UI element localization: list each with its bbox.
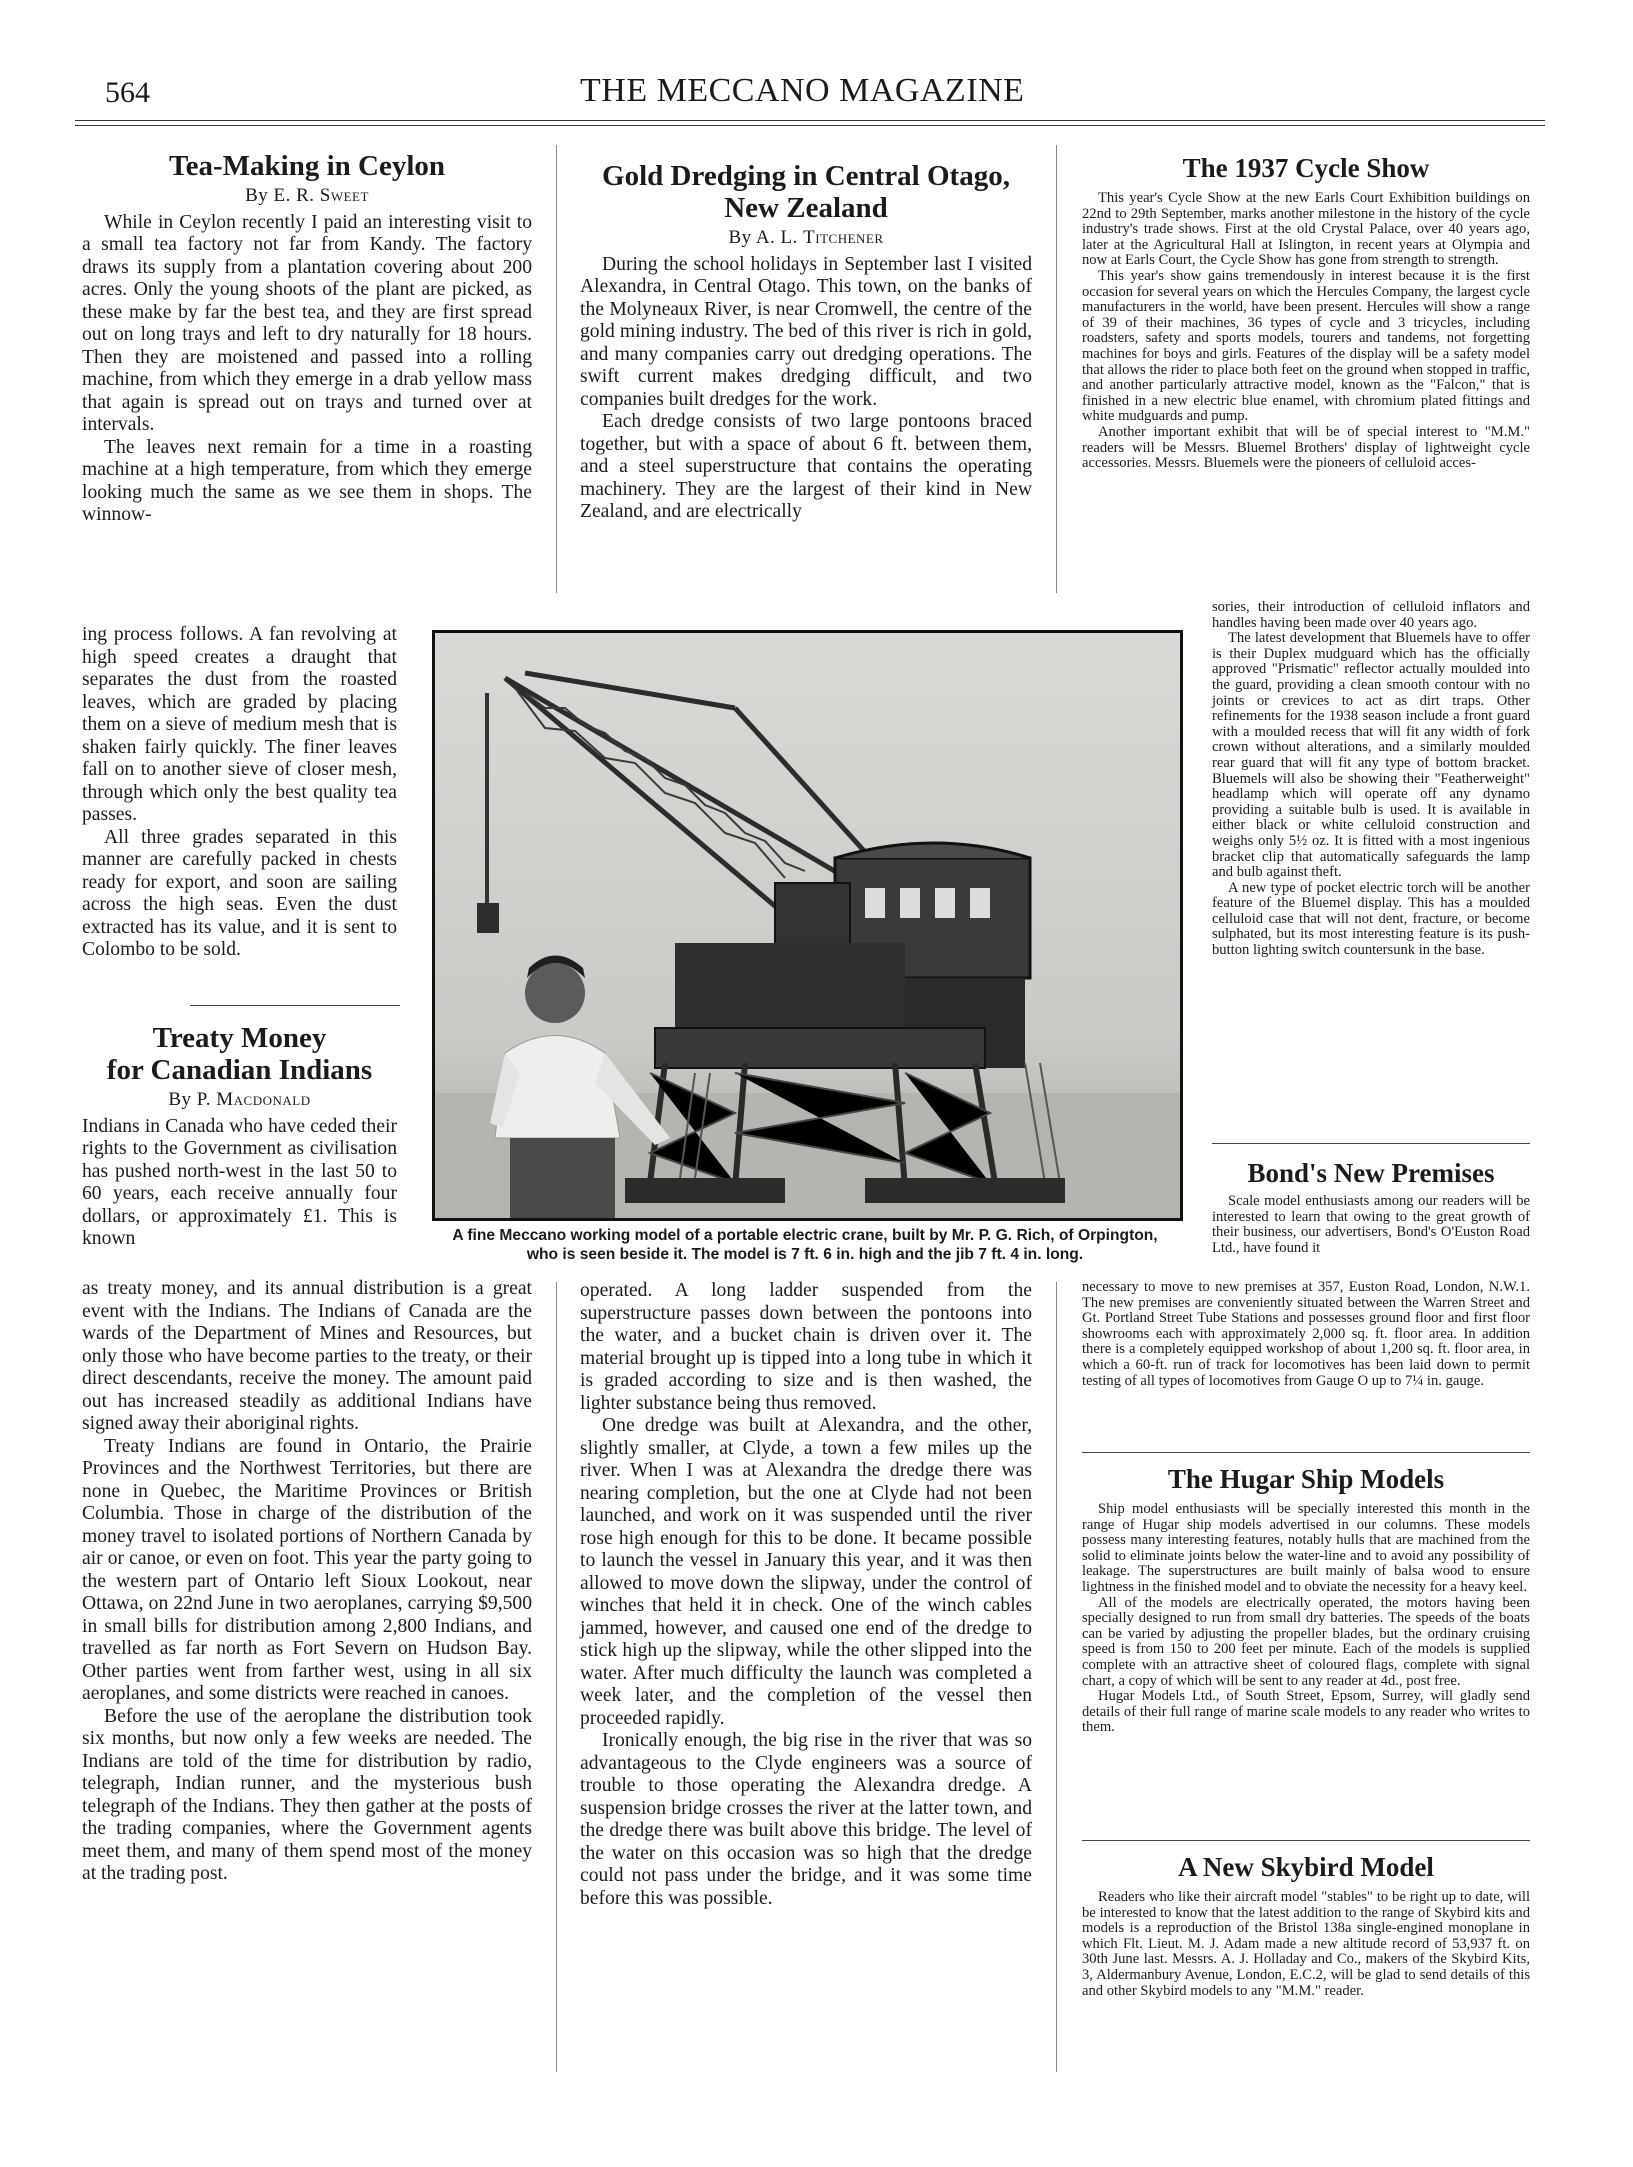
paragraph: Scale model enthusiasts among our readers will be interested to learn that owing to the great growth of their business, our advertisers, Bond's O'Euston Road Ltd., have found it <box>1212 1193 1530 1256</box>
article-title-line2: New Zealand <box>724 192 888 224</box>
article-cycle-show-continued <box>1212 600 1530 959</box>
article-skybird-model <box>1082 1852 1530 1999</box>
article-title: Treaty Money <box>152 1022 327 1054</box>
article-tea-making-continued <box>82 624 397 962</box>
column-divider <box>1056 145 1057 593</box>
paragraph: necessary to move to new premises at 357, Euston Road, London, N.W.1. The new premises are conveniently situated between the Warren Street and Gt. Portland Street Tube Stations and possesses ground floor and first floor showrooms each with approximately 2,000 sq. ft. floor area. In addition there is a completely equipped workshop of about 1,200 sq. ft. floor area, in which a 60-ft. run of track for locomotives has been laid down to permit testing of all types of locomotives from Gauge O up to 7¼ in. gauge. <box>1082 1279 1530 1389</box>
paragraph: Treaty Indians are found in Ontario, the Prairie Provinces and the Northwest Territories, but there are none in Quebec, the Maritime Provinces or British Columbia. Those in charge of the distribution of the money travel to isolated portions of Northern Canada by air or canoe, or even on foot. This year the party going to the western part of Ontario left Sioux Lookout, near Ottawa, on 22nd June in two aeroplanes, carrying $9,500 in small bills for distribution among 2,800 Indians, and travelled as far north as Fort Severn on Hudson Bay. Other parties went from farther west, using in all six aeroplanes, and some districts were reached in canoes. <box>82 1435 532 1704</box>
paragraph: All three grades separated in this manner are carefully packed in chests ready for export, and soon are sailing across the high seas. Even the dust extracted has its value, and it is sent to Colombo to be sold. <box>82 826 397 960</box>
article-separator <box>1082 1840 1530 1841</box>
photo-caption <box>410 1226 1200 1264</box>
magazine-title: THE MECCANO MAGAZINE <box>580 72 1025 109</box>
article-title: A New Skybird Model <box>1178 1852 1434 1882</box>
header-rule-2 <box>75 125 1545 126</box>
article-separator <box>190 1005 400 1006</box>
article-title: The Hugar Ship Models <box>1167 1464 1445 1494</box>
article-hugar-ship-models <box>1082 1464 1530 1736</box>
crane-photograph <box>432 630 1183 1221</box>
article-separator <box>1082 1452 1530 1453</box>
article-gold-dredging <box>580 160 1032 524</box>
paragraph: ing process follows. A fan revolving at high speed creates a draught that separates the dust from the roasted leaves, which are graded by placing them on a sieve of medium mesh that is shaken fairly quickly. The finer leaves fall on to another sieve of closer mesh, through which only the best quality tea passes. <box>82 624 397 825</box>
paragraph: Each dredge consists of two large pontoons braced together, but with a space of about 6 ft. between them, and a steel superstructure that contains the operating machinery. They are the largest of their kind in New Zealand, and are electrically <box>580 411 1032 522</box>
article-title: Gold Dredging in Central Otago, <box>602 160 1010 192</box>
article-treaty-money <box>82 1022 397 1251</box>
paragraph: Ship model enthusiasts will be specially interested this month in the range of Hugar ship models advertised in our columns. These models possess many interesting features, notably hulls that are machined from the solid to eliminate joints below the water-line and to avoid any possibility of leakage. The superstructures are built mainly of balsa wood to ensure lightness in the finished model and to obviate the necessity for a heavy keel. <box>1082 1501 1530 1595</box>
article-bonds-premises <box>1212 1158 1530 1256</box>
article-gold-dredging-continued <box>580 1280 1032 1910</box>
article-treaty-money-continued <box>82 1278 532 1886</box>
paragraph: sories, their introduction of celluloid inflators and handles having been made over 40 years ago. <box>1212 599 1530 631</box>
paragraph: as treaty money, and its annual distribution is a great event with the Indians. The Indians of Canada are the wards of the Department of Mines and Resources, but only those who have become parties to the treaty, or their direct descendants, receive the money. The amount paid out has increased steadily as additional Indians have signed away their aboriginal rights. <box>82 1278 532 1434</box>
paragraph: Ironically enough, the big rise in the river that was so advantageous to the Clyde engineers was a source of trouble to those operating the Alexandra dredge. A suspension bridge crosses the river at the latter town, and the dredge there was built above this bridge. The level of the water on this occasion was so high that the dredge could not pass under the bridge, and it was some time before this was possible. <box>580 1730 1032 1909</box>
article-title: Bond's New Premises <box>1247 1158 1495 1188</box>
paragraph: Hugar Models Ltd., of South Street, Epsom, Surrey, will gladly send details of their full range of marine scale models to any reader who writes to them. <box>1082 1688 1530 1736</box>
article-separator <box>1212 1143 1530 1144</box>
caption-line: who is seen beside it. The model is 7 ft. 6 in. high and the jib 7 ft. 4 in. long. <box>526 1246 1084 1263</box>
paragraph: Another important exhibit that will be of special interest to "M.M." readers will be Messrs. Bluemel Brothers' display of lightweight cycle accessories. Messrs. Bluemels were the pioneers of celluloid acces- <box>1082 423 1530 472</box>
paragraph: Indians in Canada who have ceded their rights to the Government as civilisation has pushed north-west in the last 50 to 60 years, each receive annually four dollars, or approximately £1. This is known <box>82 1115 397 1249</box>
column-divider <box>1056 1282 1057 2072</box>
byline: By E. R. Sweet <box>245 185 369 206</box>
paragraph: operated. A long ladder suspended from the superstructure passes down between the pontoons into the water, and a bucket chain is driven over it. The material brought up is tipped into a long tube in which it is graded according to size and is then washed, the lighter substance being thus removed. <box>580 1280 1032 1414</box>
article-bonds-premises-continued <box>1082 1280 1530 1389</box>
paragraph: While in Ceylon recently I paid an interesting visit to a small tea factory not far from Kandy. The factory draws its supply from a plantation covering about 200 acres. Only the young shoots of the plant are picked, as these make by far the best tea, and they are first spread out on long trays and left to dry naturally for 18 hours. Then they are moistened and passed into a rolling machine, from which they emerge in a drab yellow mass that again is spread out on trays and turned over at intervals. <box>82 211 532 435</box>
paragraph: This year's show gains tremendously in interest because it is the first occasion for several years on which the Hercules Company, the largest cycle manufacturers in the world, have been present. Hercules will show a range of 39 of their machines, 36 types of cycle and 3 tricycles, including roadsters, safety and sports models, tourers and tandems, not forgetting machines for boys and girls. Features of the display will be a safety model that allows the rider to place both feet on the ground when stopped in traffic, and another particularly attractive model, known as the "Falcon," that is finished in a new electric blue enamel, with chromium plated fittings and white mudguards and pump. <box>1082 267 1530 425</box>
column-divider <box>556 1282 557 2072</box>
caption-line: A fine Meccano working model of a portable electric crane, built by Mr. P. G. Rich, of Orpington, <box>452 1227 1158 1244</box>
byline: By A. L. Titchener <box>728 227 884 248</box>
paragraph: Readers who like their aircraft model "stables" to be right up to date, will be interested to know that the latest addition to the range of Skybird kits and models is a reproduction of the Bristol 138a single-engined monoplane in which Flt. Lieut. M. J. Adam made a new altitude record of 53,937 ft. on 30th June last. Messrs. A. J. Holladay and Co., makers of the Skybird Kits, 3, Aldermanbury Avenue, London, E.C.2, will be glad to send details of this and other Skybird models to any "M.M." reader. <box>1082 1889 1530 1999</box>
paragraph: The leaves next remain for a time in a roasting machine at a high temperature, from which they emerge looking much the same as we see them in shops. The winnow- <box>82 436 532 525</box>
paragraph: During the school holidays in September last I visited Alexandra, in Central Otago. This town, on the banks of the Molyneaux River, is near Cromwell, the centre of the gold mining industry. The bed of this river is rich in gold, and many companies carry out dredging operations. The swift current makes dredging difficult, and two companies built dredges for the work. <box>580 253 1032 410</box>
paragraph: Before the use of the aeroplane the distribution took six months, but now only a few weeks are needed. The Indians are told of the time for distribution by radio, telegraph, Indian runner, and the mysterious bush telegraph of the Indians. They then gather at the posts of the trading companies, where the Government agents meet them, and many of them spend most of the money at the trading post. <box>82 1705 532 1884</box>
paragraph: One dredge was built at Alexandra, and the other, slightly smaller, at Clyde, a town a few miles up the river. When I was at Alexandra the dredge there was nearing completion, but the one at Clyde had not been launched, and work on it was suspended until the river rose high enough for this to be done. It became possible to launch the vessel in January this year, and it was then allowed to move down the slipway, under the control of winches that held it in check. One of the winch cables jammed, however, and caused one end of the dredge to stick high up the slipway, while the other slipped into the water. After much difficulty the launch was completed a week later, and the completion of the vessel then proceeded rapidly. <box>580 1415 1032 1729</box>
header-rule <box>75 120 1545 121</box>
article-title-line2: for Canadian Indians <box>106 1054 373 1086</box>
article-tea-making <box>82 150 532 527</box>
crane-model-image <box>435 633 1180 1218</box>
paragraph: The latest development that Bluemels have to offer is their Duplex mudguard which has the officially approved "Prismatic" reflector actually moulded into the guard, providing a clean smooth contour with no joints or crevices to act as dirt traps. Other refinements for the 1938 season include a front guard with a moulded recess that will fit any width of fork crown without alterations, and a similarly moulded rear guard that will fit any type of bottom bracket. Bluemels will also be showing their "Featherweight" headlamp which will operate off any dynamo providing a suitable bulb is used. It is available in either black or white celluloid construction and weighs only 5½ oz. It is fitted with a most ingenious bracket clip that automatically safeguards the lamp and bulb against theft. <box>1212 630 1530 881</box>
column-divider <box>556 145 557 593</box>
paragraph: All of the models are electrically operated, the motors having been specially designed to run from small dry batteries. The speeds of the boats can be varied by adjusting the propeller blades, but the ordinary cruising speed is from 150 to 200 feet per minute. Each of the models is supplied complete with an attractive sheet of coloured flags, complete with signal chart, a copy of which will be sent to any reader at 4d., post free. <box>1082 1594 1530 1689</box>
page-number: 564 <box>105 76 150 109</box>
paragraph: A new type of pocket electric torch will be another feature of the Bluemel display. This has a moulded celluloid case that will not dent, fracture, or become sulphated, but its most interesting feature is its push-button lighting switch countersunk in the base. <box>1212 879 1530 959</box>
article-title: The 1937 Cycle Show <box>1182 153 1430 183</box>
paragraph: This year's Cycle Show at the new Earls Court Exhibition buildings on 22nd to 29th September, marks another milestone in the history of the cycle industry's trade shows. First at the old Crystal Palace, over 40 years ago, later at the Agricultural Hall at Islington, in recent years at Olympia and now at Earls Court, the Cycle Show has gone from strength to strength. <box>1082 190 1530 269</box>
byline: By P. Macdonald <box>168 1089 311 1110</box>
article-title: Tea-Making in Ceylon <box>168 150 446 182</box>
article-cycle-show <box>1082 153 1530 472</box>
